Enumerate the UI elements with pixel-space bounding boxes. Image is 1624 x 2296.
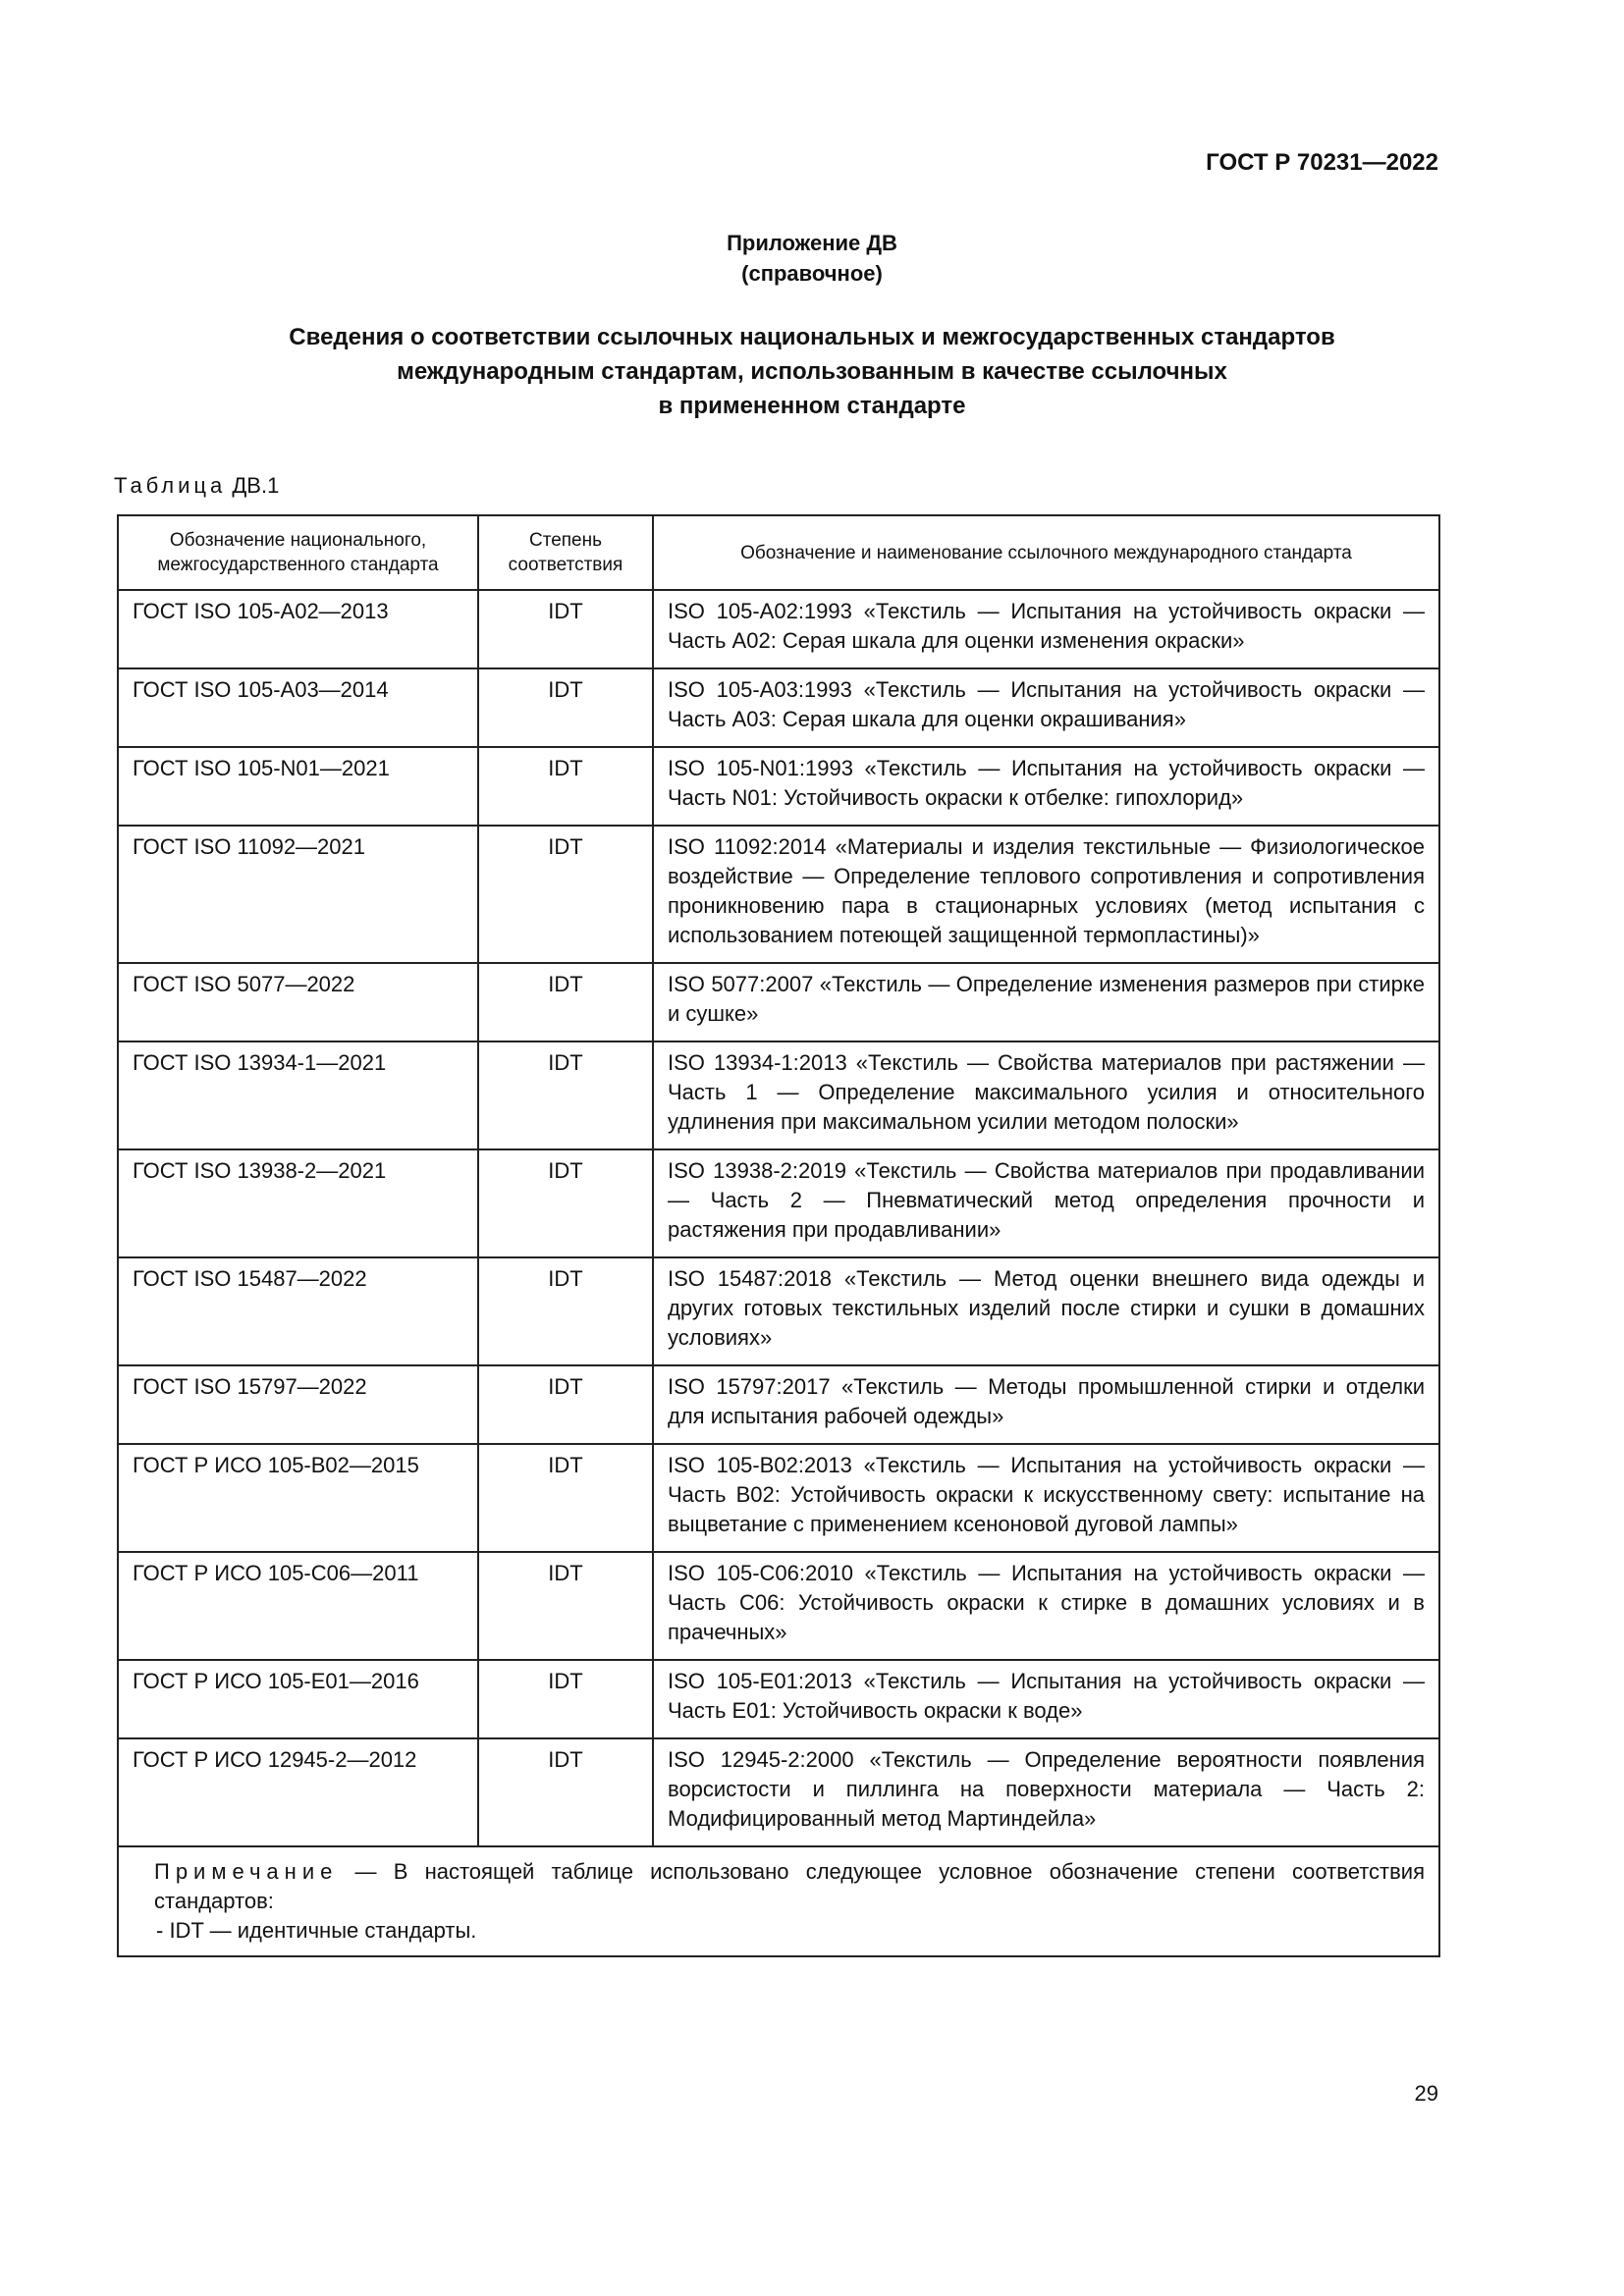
note-text [154,1857,1425,1916]
appendix-heading [0,228,1624,289]
national-standard-cell: ГОСТ Р ИСО 105-C06—2011 [118,1552,478,1660]
table-row [118,1738,1439,1846]
national-standard-cell: ГОСТ ISO 11092—2021 [118,826,478,963]
appendix-title: Приложение ДВ [727,231,897,255]
national-standard-cell: ГОСТ Р ИСО 105-E01—2016 [118,1660,478,1738]
degree-cell: IDT [478,590,653,668]
degree-cell: IDT [478,1257,653,1365]
national-standard-cell: ГОСТ Р ИСО 105-B02—2015 [118,1444,478,1552]
table-note [118,1846,1439,1956]
degree-cell: IDT [478,1552,653,1660]
national-standard-cell: ГОСТ ISO 13934-1—2021 [118,1041,478,1149]
international-standard-cell: ISO 105-E01:2013 «Текстиль — Испытания на устойчивость окраски — Часть E01: Устойчивость окраски к воде» [653,1660,1439,1738]
title-line: в примененном стандарте [658,393,966,419]
international-standard-cell: ISO 15487:2018 «Текстиль — Метод оценки внешнего вида одежды и других готовых текстильных изделий после стирки и сушки в домашних условиях» [653,1257,1439,1365]
table-row [118,1041,1439,1149]
national-standard-cell: ГОСТ Р ИСО 12945-2—2012 [118,1738,478,1846]
degree-cell: IDT [478,1660,653,1738]
national-standard-cell: ГОСТ ISO 105-N01—2021 [118,747,478,826]
degree-cell: IDT [478,826,653,963]
document-code: ГОСТ Р 70231—2022 [1206,149,1438,176]
title-line: международным стандартам, использованным в качестве ссылочных [397,358,1227,385]
note-label: Примечание [154,1859,339,1884]
degree-cell: IDT [478,1444,653,1552]
degree-cell: IDT [478,1738,653,1846]
national-standard-cell: ГОСТ ISO 105-A03—2014 [118,668,478,747]
degree-cell: IDT [478,1149,653,1257]
international-standard-cell: ISO 12945-2:2000 «Текстиль — Определение вероятности появления ворсистости и пиллинга на поверхности материала — Часть 2: Модифицированный метод Мартиндейла» [653,1738,1439,1846]
header-degree: Степень соответствия [478,515,653,590]
table-row [118,1444,1439,1552]
international-standard-cell: ISO 105-A03:1993 «Текстиль — Испытания на устойчивость окраски — Часть A03: Серая шкала для оценки окрашивания» [653,668,1439,747]
table-row [118,1257,1439,1365]
national-standard-cell: ГОСТ ISO 5077—2022 [118,963,478,1041]
standards-table [117,514,1440,1957]
header-international-standard: Обозначение и наименование ссылочного международного стандарта [653,515,1439,590]
degree-cell: IDT [478,963,653,1041]
national-standard-cell: ГОСТ ISO 105-A02—2013 [118,590,478,668]
international-standard-cell: ISO 13938-2:2019 «Текстиль — Свойства материалов при продавливании — Часть 2 — Пневматический метод определения прочности и растяжения при продавливании» [653,1149,1439,1257]
note-item: - IDT — идентичные стандарты. [156,1918,477,1943]
table-row [118,826,1439,963]
table-caption-word: Таблица [114,473,227,498]
international-standard-cell: ISO 105-B02:2013 «Текстиль — Испытания на устойчивость окраски — Часть B02: Устойчивость окраски к искусственному свету: испытание на выцветание с применением ксеноновой дуговой лампы» [653,1444,1439,1552]
appendix-kind: (справочное) [741,261,883,286]
table-header-row [118,515,1439,590]
table-row [118,1552,1439,1660]
international-standard-cell: ISO 11092:2014 «Материалы и изделия текстильные — Физиологическое воздействие — Определение теплового сопротивления и сопротивления проникновению пара в стационарных условиях (метод испытания с использованием потеющей защищенной термопластины)» [653,826,1439,963]
table-row [118,1365,1439,1444]
international-standard-cell: ISO 105-C06:2010 «Текстиль — Испытания на устойчивость окраски — Часть C06: Устойчивость окраски к стирке в домашних условиях и в прачечных» [653,1552,1439,1660]
table-caption [114,473,279,499]
degree-cell: IDT [478,1365,653,1444]
degree-cell: IDT [478,668,653,747]
note-body: — В настоящей таблице использовано следующее условное обозначение степени соответствия стандартов: [154,1859,1425,1913]
international-standard-cell: ISO 13934-1:2013 «Текстиль — Свойства материалов при растяжении — Часть 1 — Определение максимального усилия и относительного удлинения при максимальном усилии методом полоски» [653,1041,1439,1149]
degree-cell: IDT [478,747,653,826]
header-national-standard: Обозначение национального, межгосударственного стандарта [118,515,478,590]
section-title [0,320,1624,423]
table-row [118,1660,1439,1738]
national-standard-cell: ГОСТ ISO 15797—2022 [118,1365,478,1444]
table-row [118,1149,1439,1257]
international-standard-cell: ISO 5077:2007 «Текстиль — Определение изменения размеров при стирке и сушке» [653,963,1439,1041]
international-standard-cell: ISO 15797:2017 «Текстиль — Методы промышленной стирки и отделки для испытания рабочей одежды» [653,1365,1439,1444]
degree-cell: IDT [478,1041,653,1149]
title-line: Сведения о соответствии ссылочных национальных и межгосударственных стандартов [289,324,1335,350]
table-note-row [118,1846,1439,1956]
table-caption-id: ДВ.1 [232,473,280,498]
table-row [118,590,1439,668]
table-row [118,668,1439,747]
page-number: 29 [1414,2081,1438,2106]
table-row [118,747,1439,826]
table-row [118,963,1439,1041]
national-standard-cell: ГОСТ ISO 15487—2022 [118,1257,478,1365]
national-standard-cell: ГОСТ ISO 13938-2—2021 [118,1149,478,1257]
international-standard-cell: ISO 105-N01:1993 «Текстиль — Испытания на устойчивость окраски — Часть N01: Устойчивость окраски к отбелке: гипохлорид» [653,747,1439,826]
international-standard-cell: ISO 105-A02:1993 «Текстиль — Испытания на устойчивость окраски — Часть A02: Серая шкала для оценки изменения окраски» [653,590,1439,668]
